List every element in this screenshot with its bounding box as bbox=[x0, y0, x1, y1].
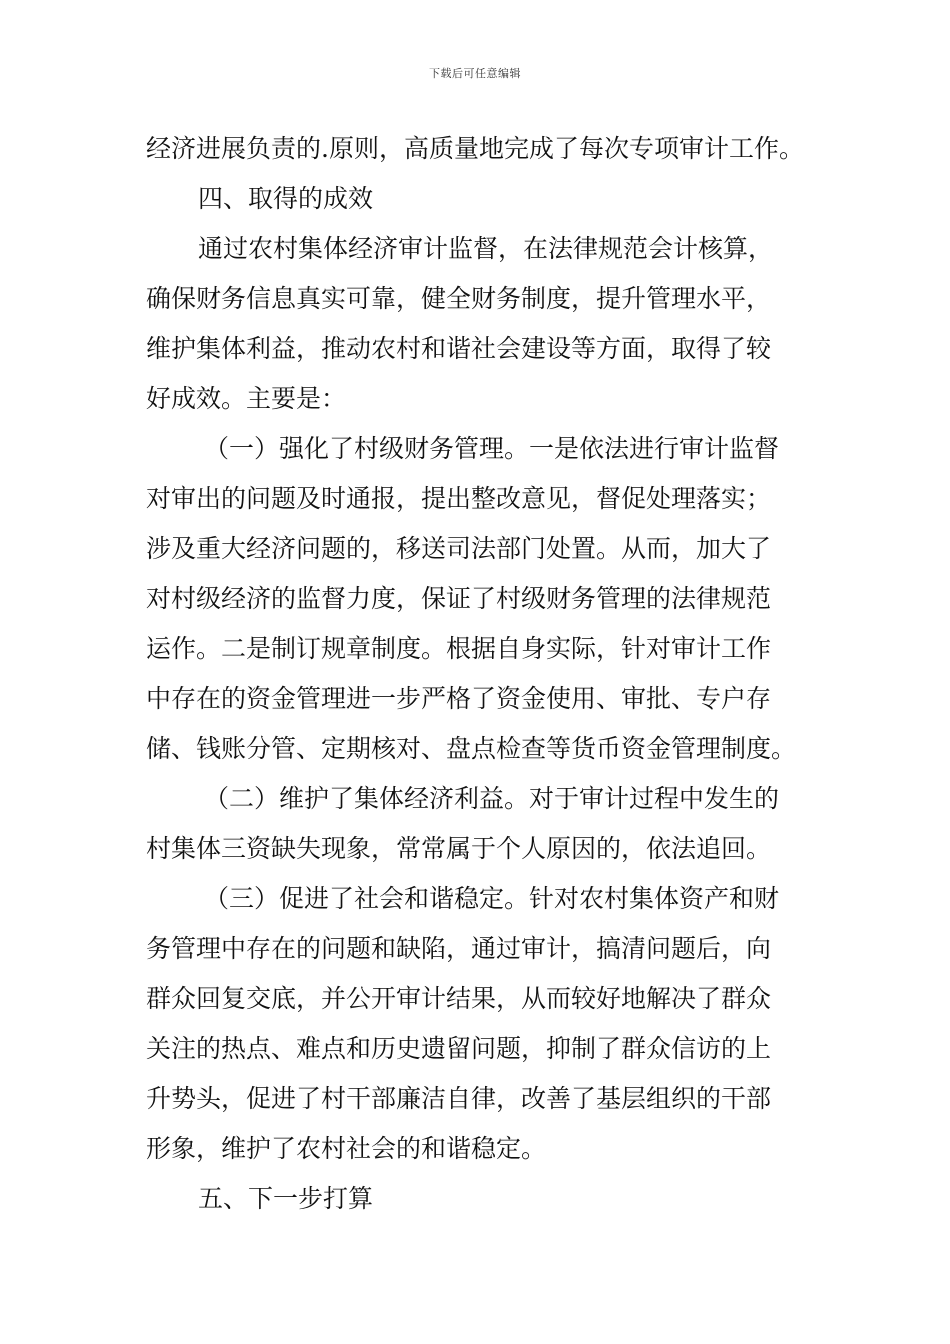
document-body bbox=[146, 124, 806, 1224]
body-line: 对审出的问题及时通报，提出整改意见，督促处理落实； bbox=[146, 484, 772, 513]
body-line: 形象，维护了农村社会的和谐稳定。 bbox=[146, 1134, 547, 1163]
body-line: 涉及重大经济问题的，移送司法部门处置。从而，加大了 bbox=[146, 534, 772, 563]
body-line: 群众回复交底，并公开审计结果，从而较好地解决了群众 bbox=[146, 984, 772, 1013]
section-heading: 四、取得的成效 bbox=[198, 184, 374, 213]
body-line: （二）维护了集体经济利益。对于审计过程中发生的 bbox=[204, 784, 780, 813]
body-line: 村集体三资缺失现象，常常属于个人原因的，依法追回。 bbox=[146, 834, 772, 863]
body-line: 好成效。主要是： bbox=[146, 384, 347, 413]
body-line: 务管理中存在的问题和缺陷，通过审计，搞清问题后，向 bbox=[146, 934, 772, 963]
body-line: 运作。二是制订规章制度。根据自身实际，针对审计工作 bbox=[146, 634, 772, 663]
body-line: 中存在的资金管理进一步严格了资金使用、审批、专户存 bbox=[146, 684, 772, 713]
body-line: 升势头，促进了村干部廉洁自律，改善了基层组织的干部 bbox=[146, 1084, 772, 1113]
body-line: 关注的热点、难点和历史遗留问题，抑制了群众信访的上 bbox=[146, 1034, 772, 1063]
body-line: 储、钱账分管、定期核对、盘点检查等货币资金管理制度。 bbox=[146, 734, 797, 763]
body-line: 确保财务信息真实可靠，健全财务制度，提升管理水平， bbox=[146, 284, 772, 313]
section-heading: 五、下一步打算 bbox=[198, 1184, 374, 1213]
body-line: （三）促进了社会和谐稳定。针对农村集体资产和财 bbox=[204, 884, 780, 913]
page-header: 下载后可任意编辑 bbox=[429, 67, 521, 80]
body-line: 通过农村集体经济审计监督，在法律规范会计核算， bbox=[198, 234, 774, 263]
body-line: （一）强化了村级财务管理。一是依法进行审计监督 bbox=[204, 434, 780, 463]
body-line: 经济进展负责的.原则，高质量地完成了每次专项审计工作。 bbox=[146, 134, 804, 163]
body-line: 对村级经济的监督力度，保证了村级财务管理的法律规范 bbox=[146, 584, 772, 613]
body-line: 维护集体利益，推动农村和谐社会建设等方面，取得了较 bbox=[146, 334, 772, 363]
